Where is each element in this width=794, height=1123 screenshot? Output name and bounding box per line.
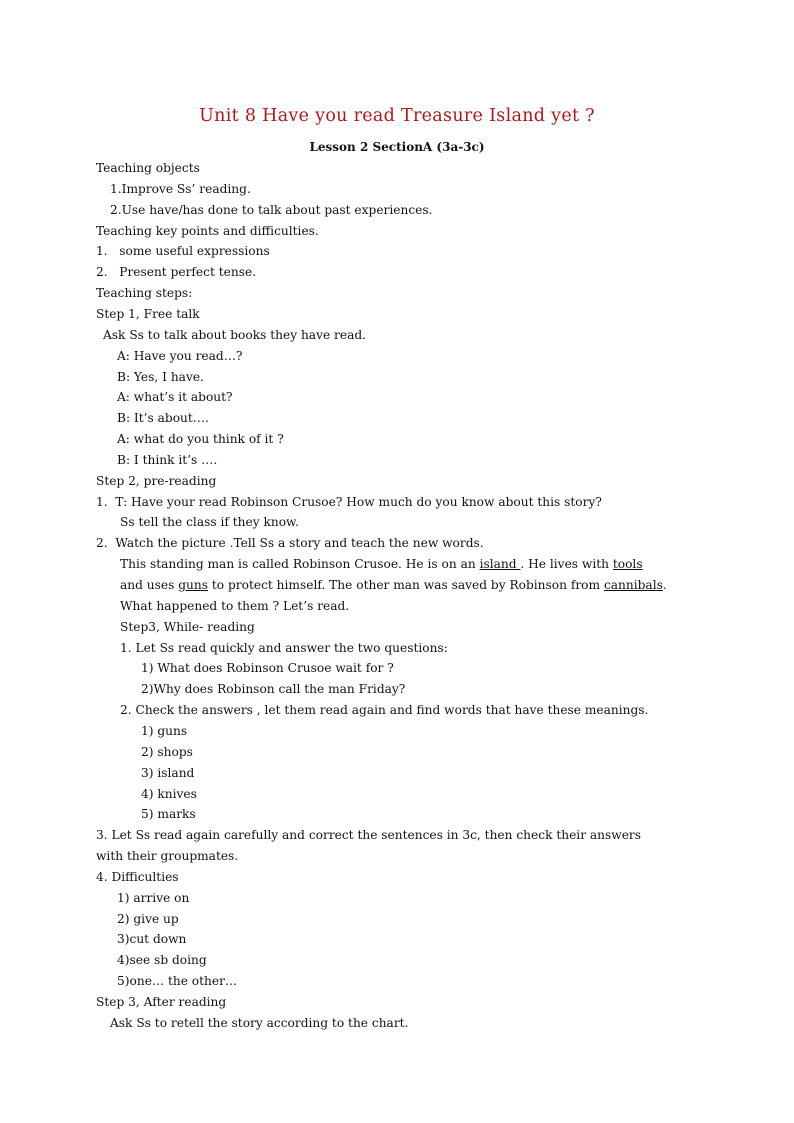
text-line: 1.Improve Ss’ reading. (110, 181, 251, 196)
text-line: Teaching key points and difficulties. (96, 223, 319, 238)
text-line: 2. Present perfect tense. (96, 265, 257, 280)
text-line: with their groupmates. (96, 849, 239, 864)
text-line: 2.Use have/has done to talk about past experiences. (110, 202, 433, 217)
underlined-vocab-word: tools (612, 557, 643, 572)
text-line (120, 577, 667, 593)
text-line: Teaching steps: (96, 286, 193, 301)
text-line: B: I think it’s …. (117, 452, 218, 467)
text-line: 1. T: Have your read Robinson Crusoe? How much do you know about this story? (96, 494, 602, 509)
text-line: Step3, While- reading (120, 619, 255, 634)
underlined-vocab-word: guns (178, 578, 209, 592)
text-line: Step 3, After reading (96, 995, 227, 1009)
text-segment: . He lives with (520, 557, 613, 572)
text-line: 3) island (141, 765, 195, 780)
text-line: 4)see sb doing (117, 953, 207, 968)
document-title: Unit 8 Have you read Treasure Island yet ? (199, 106, 595, 126)
text-segment: This standing man is called Robinson Crusoe. He is on an (120, 557, 480, 572)
text-line: 2) give up (117, 911, 179, 926)
text-segment: to protect himself. The other man was saved by Robinson from (208, 578, 604, 592)
text-line: Ask Ss to retell the story according to the chart. (110, 1015, 409, 1030)
text-line: B: Yes, I have. (117, 369, 204, 384)
text-line: 4. Difficulties (96, 869, 179, 884)
underlined-vocab-word: cannibals (603, 578, 663, 592)
text-line: Teaching objects (96, 161, 200, 175)
text-segment: . (662, 578, 667, 592)
text-line: A: what do you think of it ? (117, 432, 284, 447)
text-line: 5)one… the other… (117, 974, 238, 989)
text-line: 1) guns (141, 723, 188, 738)
text-line: Step 2, pre-reading (96, 473, 217, 488)
text-line: Ask Ss to talk about books they have read. (103, 327, 367, 342)
text-line (120, 556, 643, 572)
text-line: Step 1, Free talk (96, 306, 200, 321)
text-line: 1. Let Ss read quickly and answer the two questions: (120, 640, 448, 655)
text-line: 1. some useful expressions (96, 244, 270, 259)
text-segment: and uses (120, 578, 179, 592)
text-line: A: what’s it about? (117, 390, 233, 405)
text-line: 2) shops (141, 744, 193, 759)
text-line: 2. Watch the picture .Tell Ss a story and teach the new words. (96, 536, 484, 551)
text-line: 3. Let Ss read again carefully and correct the sentences in 3c, then check their answers (96, 828, 641, 843)
text-line: B: It’s about…. (117, 411, 209, 426)
text-line: 1) What does Robinson Crusoe wait for ? (141, 661, 394, 676)
text-line: 3)cut down (117, 932, 187, 947)
text-line: 2. Check the answers , let them read again and find words that have these meanings. (120, 703, 649, 718)
underlined-vocab-word: island (479, 557, 521, 572)
lesson-subtitle: Lesson 2 SectionA (3a-3c) (309, 140, 485, 154)
text-line: 2)Why does Robinson call the man Friday? (141, 682, 406, 697)
text-line: What happened to them ? Let’s read. (120, 598, 350, 613)
text-line: 4) knives (141, 786, 197, 801)
text-line: 1) arrive on (117, 890, 190, 905)
text-line: Ss tell the class if they know. (120, 515, 299, 530)
text-line: A: Have you read…? (117, 348, 243, 363)
text-line: 5) marks (141, 807, 196, 822)
